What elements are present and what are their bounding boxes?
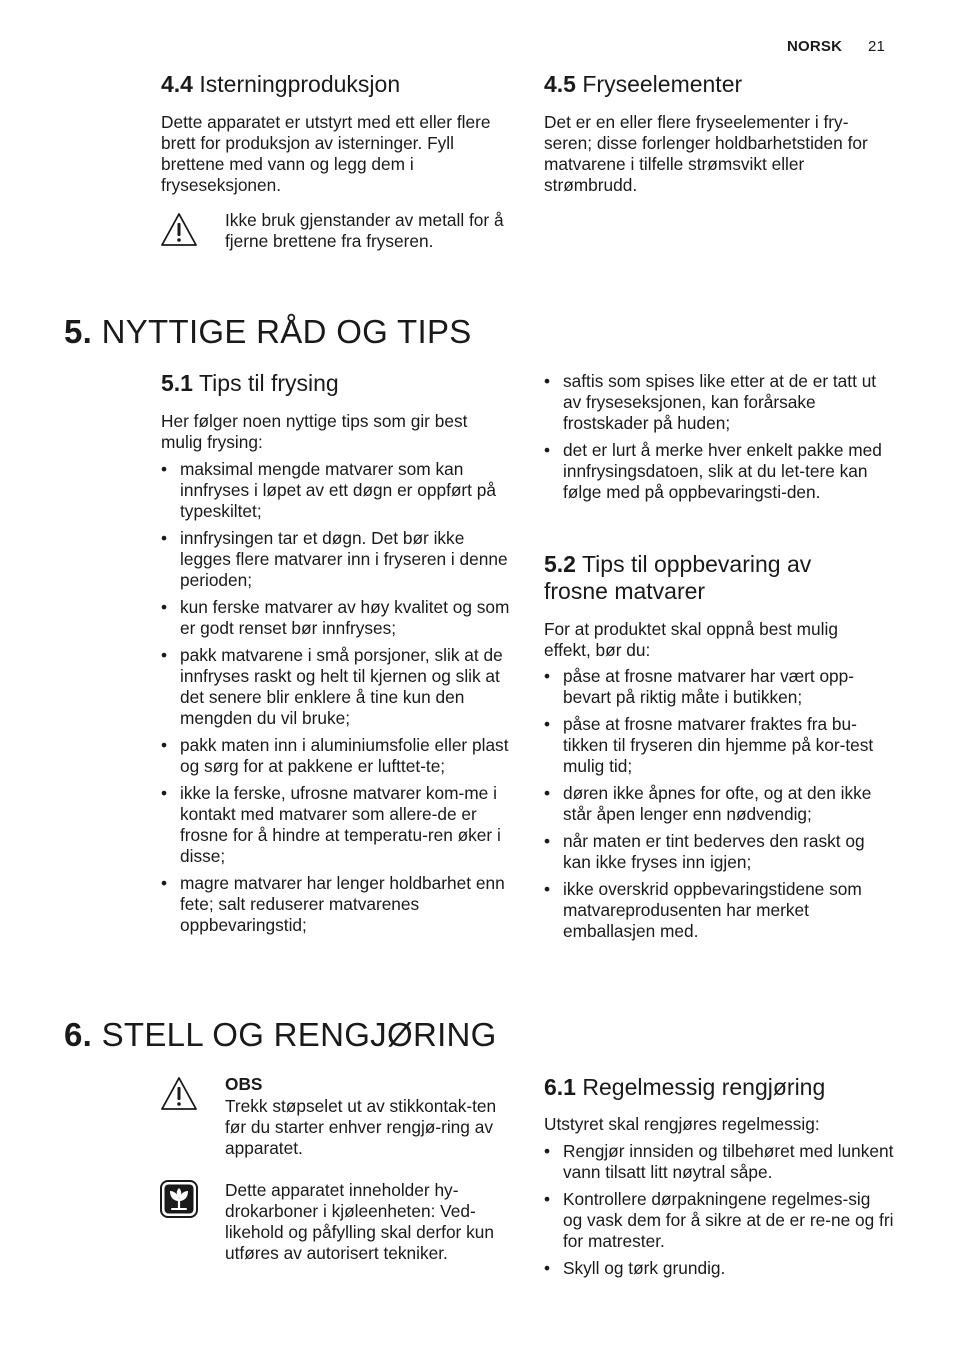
section-5-2-intro: For at produktet skal oppnå best mulig effekt, bør du: bbox=[544, 619, 838, 660]
list-item: • Skyll og tørk grundig. bbox=[544, 1258, 894, 1279]
environment-text: Dette apparatet inneholder hy-drokarboner i kjøleenheten: Ved-likehold og påfylling skal derfor kun utføres av autorisert tekniker. bbox=[225, 1180, 494, 1263]
obs-text: Trekk støpselet ut av stikkontak-ten før du starter enhver rengjø-ring av apparatet. bbox=[225, 1096, 497, 1158]
header-language: NORSK bbox=[787, 38, 843, 55]
section-6-1-number: 6.1 bbox=[544, 1074, 576, 1100]
section-5-1-list-left bbox=[161, 459, 513, 942]
list-item: • Kontrollere dørpakningene regelmes-sig og vask dem for å sikre at de er re-ne og fri for matrester. bbox=[544, 1189, 894, 1252]
list-item: • når maten er tint bederves den raskt og kan ikke fryses inn igjen; bbox=[544, 831, 894, 873]
chapter-5-number: 5. bbox=[64, 313, 93, 350]
list-item: • påse at frosne matvarer har vært opp-bevart på riktig måte i butikken; bbox=[544, 666, 894, 708]
list-item: • påse at frosne matvarer fraktes fra bu-tikken til fryseren din hjemme på kor-test mulig tid; bbox=[544, 714, 894, 777]
list-item: • innfrysingen tar et døgn. Det bør ikke legges flere matvarer inn i fryseren i denne perioden; bbox=[161, 528, 513, 591]
section-4-4-text: Dette apparatet er utstyrt med ett eller flere brett for produksjon av isterninger. Fyll brettene med vann og legg dem i fryseseksjonen. bbox=[161, 112, 491, 195]
chapter-5-heading bbox=[64, 312, 472, 352]
section-4-5-number: 4.5 bbox=[544, 71, 576, 97]
section-5-2-heading bbox=[544, 551, 894, 605]
list-item: • kun ferske matvarer av høy kvalitet og som er godt renset bør innfryses; bbox=[161, 597, 513, 639]
section-4-5-text: Det er en eller flere fryseelementer i fry-seren; disse forlenger holdbarhetstiden for matvarene i tilfelle strømsvikt eller strømbrudd. bbox=[544, 112, 868, 195]
chapter-6-number: 6. bbox=[64, 1016, 93, 1053]
list-item: • maksimal mengde matvarer som kan innfryses i løpet av ett døgn er oppført på typeskiltet; bbox=[161, 459, 513, 522]
section-5-1-list-right bbox=[544, 371, 896, 509]
list-item: • saftis som spises like etter at de er tatt ut av fryseseksjonen, kan forårsake frostskader på huden; bbox=[544, 371, 896, 434]
chapter-6-title: STELL OG RENGJØRING bbox=[101, 1016, 497, 1053]
section-5-2-list bbox=[544, 666, 894, 948]
chapter-5-title: NYTTIGE RÅD OG TIPS bbox=[101, 313, 472, 350]
warning-triangle-icon bbox=[159, 1075, 199, 1113]
list-item: • pakk maten inn i aluminiumsfolie eller plast og sørg for at pakkene er lufttet-te; bbox=[161, 735, 513, 777]
section-6-1-list bbox=[544, 1141, 894, 1285]
section-4-5-title: Fryseelementer bbox=[582, 71, 743, 97]
list-item: • magre matvarer har lenger holdbarhet enn fete; salt reduserer matvarenes oppbevaringstid; bbox=[161, 873, 513, 936]
section-5-1-title: Tips til frysing bbox=[198, 370, 339, 396]
section-4-5-heading bbox=[544, 71, 742, 98]
section-4-4-heading bbox=[161, 71, 400, 98]
section-6-1-intro: Utstyret skal rengjøres regelmessig: bbox=[544, 1114, 820, 1134]
environment-plant-icon bbox=[160, 1180, 198, 1218]
section-4-4-warning: Ikke bruk gjenstander av metall for å fjerne brettene fra fryseren. bbox=[225, 210, 504, 251]
warning-triangle-icon bbox=[159, 211, 199, 249]
section-5-1-heading bbox=[161, 370, 339, 397]
section-5-1-number: 5.1 bbox=[161, 370, 193, 396]
section-5-2-title-line1: Tips til oppbevaring av bbox=[581, 551, 812, 577]
section-4-4-title: Isterningproduksjon bbox=[199, 71, 401, 97]
section-6-1-heading bbox=[544, 1074, 825, 1101]
chapter-6-heading bbox=[64, 1015, 497, 1055]
page-number: 21 bbox=[868, 38, 886, 55]
list-item: • ikke la ferske, ufrosne matvarer kom-me i kontakt med matvarer som allere-de er frosne for å hindre at temperatu-ren øker i disse; bbox=[161, 783, 513, 867]
section-5-2-title-line2: frosne matvarer bbox=[544, 578, 706, 604]
section-5-1-intro: Her følger noen nyttige tips som gir best mulig frysing: bbox=[161, 411, 468, 452]
list-item: • pakk matvarene i små porsjoner, slik at de innfryses raskt og helt til kjernen og slik at det senere blir enklere å tine kun den mengden du vil bruke; bbox=[161, 645, 513, 729]
section-5-2-number: 5.2 bbox=[544, 551, 576, 577]
list-item: • det er lurt å merke hver enkelt pakke med innfrysingsdatoen, slik at du let-tere kan følge med på oppbevaringsti-den. bbox=[544, 440, 896, 503]
obs-label: OBS bbox=[225, 1074, 263, 1094]
list-item: • Rengjør innsiden og tilbehøret med lunkent vann tilsatt litt nøytral såpe. bbox=[544, 1141, 894, 1183]
section-4-4-number: 4.4 bbox=[161, 71, 193, 97]
section-6-1-title: Regelmessig rengjøring bbox=[582, 1074, 826, 1100]
list-item: • ikke overskrid oppbevaringstidene som matvareprodusenten har merket emballasjen med. bbox=[544, 879, 894, 942]
list-item: • døren ikke åpnes for ofte, og at den ikke står åpen lenger enn nødvendig; bbox=[544, 783, 894, 825]
